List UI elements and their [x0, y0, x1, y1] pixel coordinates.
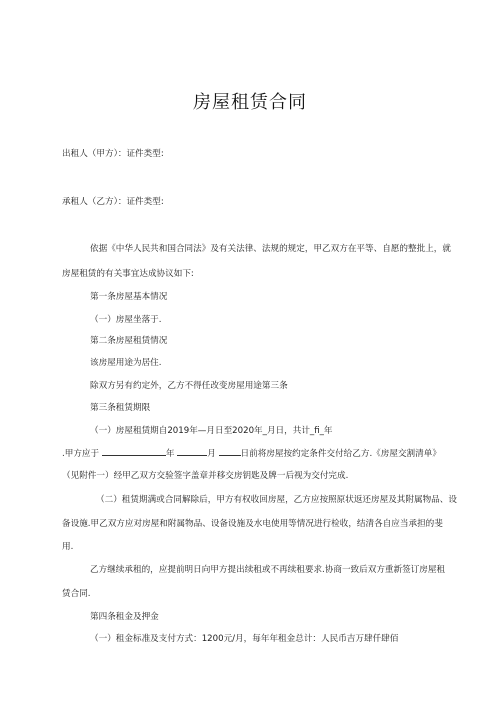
article-2-heading: 第二条房屋租赁情况	[90, 336, 168, 346]
article-3-para-1: （一）房屋租赁期自2019年—月日至2020年_月日，共计_fi_年	[90, 426, 333, 436]
article-2-line-1: 该房屋用途为居住.	[90, 358, 162, 368]
article-1-item-1: （一）房屋坐落于.	[90, 315, 162, 325]
document-title: 房屋租赁合同	[193, 92, 307, 113]
article-3-heading: 第三条租赁期限	[90, 403, 151, 413]
para-2-part-a: .甲方应于	[62, 449, 100, 459]
year-blank	[102, 447, 166, 456]
article-3-para-5-line-2: 赁合同.	[62, 589, 91, 599]
article-3-para-4-line-2: 备设施.甲乙双方应对房屋和附属物品、设备设施及水电使用等情况进行检收，结清各自应当承担的斐	[62, 519, 443, 529]
article-3-para-4-line-3: 用.	[62, 542, 74, 552]
article-3-para-2	[62, 447, 441, 460]
para-2-part-b: 年	[165, 449, 175, 459]
intro-line-1: 依据《中华人民共和国合同法》及有关法律、法规的规定，甲乙双方在平等、自愿的整批上，就	[90, 244, 451, 254]
article-1-heading: 第一条房屋基本情况	[90, 292, 168, 302]
article-4-item-1: （一）租金标准及支付方式：1200元/月，每年年租金总计：人民币吉万肆仟肆佰	[90, 634, 399, 644]
intro-line-2: 房屋租赁的有关事宜达成协议如下:	[62, 269, 194, 279]
para-2-part-d: 日前将房屋按约定条件交付给乙方.《房屋交割清单》	[240, 449, 441, 459]
article-3-para-4-line-1: （二）租赁期满或合同解除后，甲方有权收回房屋，乙方应按照原状返还房屋及其附属物品、设	[96, 495, 457, 505]
article-3-para-5-line-1: 乙方继续承租的，应提前明日向甲方提出续租或不再续租要求.协商一致后双方重新签订房屋租	[90, 565, 446, 575]
day-blank	[219, 447, 241, 456]
lessor-line: 出租人（甲方）：证件类型:	[62, 149, 164, 159]
article-2-line-2: 除双方另有约定外，乙方不得任改变房屋用途第三条	[90, 381, 288, 391]
para-2-part-c: 月	[207, 449, 216, 459]
article-4-heading: 第四条租金及押金	[90, 612, 159, 622]
article-3-para-3: （见附件一）经甲乙双方交验签字盖章并移交房钥匙及牌一后视为交付完成.	[62, 471, 349, 481]
month-blank	[177, 447, 207, 456]
lessee-line: 承租人（乙方）：证件类型:	[62, 197, 164, 207]
